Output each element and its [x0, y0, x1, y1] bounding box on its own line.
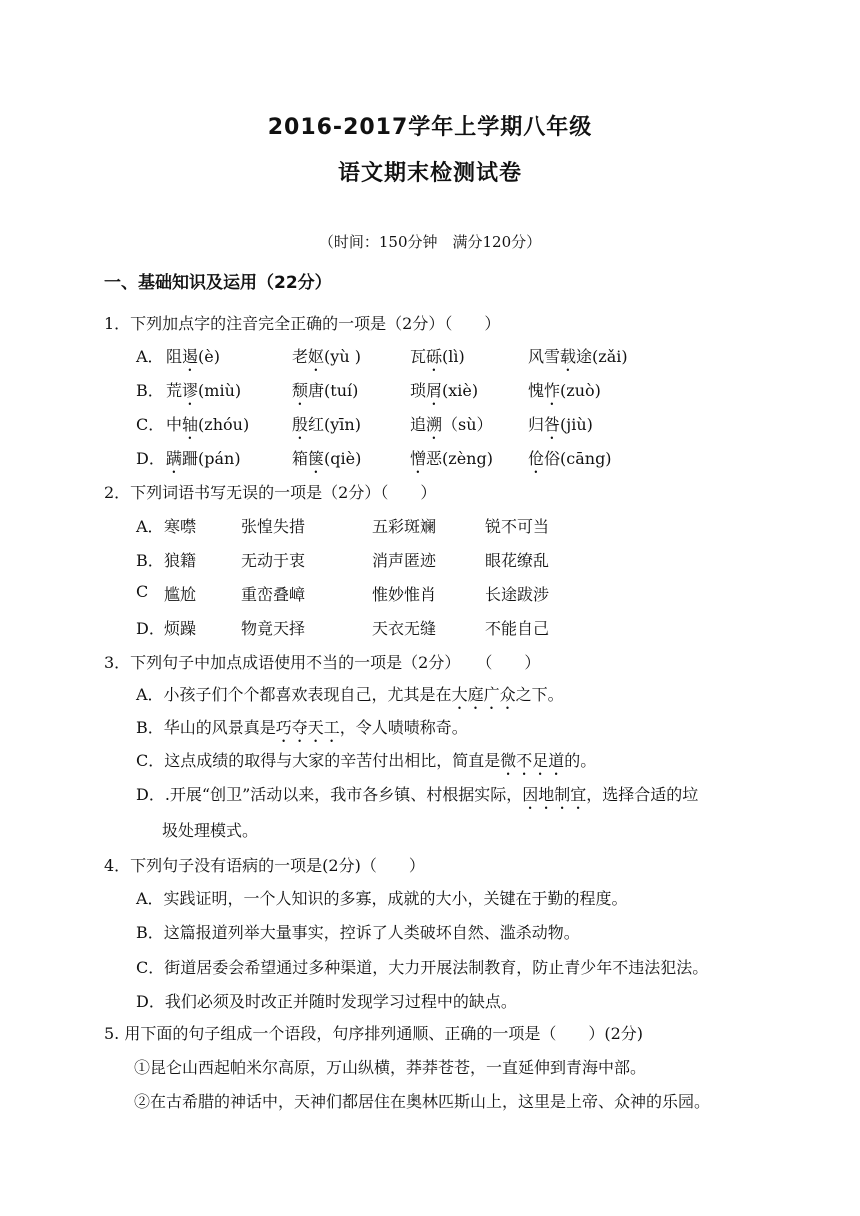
q2-option-word: 物竟天择 [241, 619, 306, 638]
q2-option-word: 烦躁 [164, 619, 197, 638]
q2-option-word: 消声匿迹 [372, 551, 437, 570]
q2-option-word: 天衣无缝 [372, 619, 437, 638]
exam-title-line1: 2016-2017学年上学期八年级 [267, 115, 593, 140]
q1-option-label: B． [136, 381, 164, 400]
q1-option-item: 风雪载途(zǎi) [528, 347, 628, 366]
dotted-char: 载 [560, 347, 577, 366]
dotted-char: 谬 [182, 381, 199, 400]
q2-option-label: D． [136, 619, 165, 638]
q1-option-item: 老妪(yù ) [292, 347, 361, 366]
q3-option-d: D．.开展“创卫”活动以来，我市各乡镇、村根据实际，因地制宜，选择合适的垃 [136, 785, 699, 804]
q3-option-b: B．华山的风景真是巧夺天工，令人啧啧称奇。 [136, 718, 468, 737]
q3-option-d-continued: 圾处理模式。 [162, 821, 259, 840]
dotted-char: 伧 [528, 449, 545, 468]
q1-option-item: 颓唐(tuí) [292, 381, 359, 400]
dotted-char: 砾 [426, 347, 443, 366]
q2-option-word: 寒噤 [164, 517, 197, 536]
dotted-char: 箧 [308, 449, 325, 468]
dotted-char: 遏 [182, 347, 199, 366]
q1-option-label: C． [136, 415, 165, 434]
q1-option-item: 愧怍(zuò) [528, 381, 601, 400]
dotted-char: 颓 [292, 381, 309, 400]
q2-option-word: 长途跋涉 [485, 585, 550, 604]
q4-option-b: B．这篇报道列举大量事实，控诉了人类破坏自然、滥杀动物。 [136, 923, 580, 942]
q1-option-item: 归咎(jiù) [528, 415, 593, 434]
dotted-char: 憎 [410, 449, 427, 468]
q1-option-item: 憎恶(zèng) [410, 449, 493, 468]
q1-option-item: 荒谬(miù) [166, 381, 242, 400]
q2-option-label: A． [136, 517, 164, 536]
q1-option-item: 瓦砾(lì) [410, 347, 465, 366]
dotted-char: 屑 [426, 381, 443, 400]
q2-option-word: 惟妙惟肖 [372, 585, 437, 604]
q1-option-item: 追溯（sù） [410, 415, 493, 434]
q2-option-label: B． [136, 551, 164, 570]
section-heading: 一、基础知识及运用（22分） [104, 273, 332, 293]
q2-option-word: 狼籍 [164, 551, 197, 570]
q1-option-item: 蹒跚(pán) [166, 449, 241, 468]
q2-option-word: 尴尬 [164, 585, 197, 604]
dotted-char: 咎 [544, 415, 561, 434]
q2-option-word: 无动于衷 [241, 551, 306, 570]
q5-stem: 5. 用下面的句子组成一个语段，句序排列通顺、正确的一项是（ ）(2分) [104, 1024, 644, 1043]
q3-b-idiom: 巧夺天工 [275, 718, 340, 737]
q1-option-item: 中轴(zhóu) [166, 415, 250, 434]
q3-c-idiom: 微不足道 [500, 751, 565, 770]
q2-option-word: 锐不可当 [485, 517, 550, 536]
q2-option-label: C [136, 582, 149, 601]
dotted-char: 殷 [292, 415, 309, 434]
q4-option-a: A．实践证明，一个人知识的多寡，成就的大小，关键在于勤的程度。 [136, 889, 628, 908]
dotted-char: 溯 [426, 415, 443, 434]
q1-option-item: 琐屑(xiè) [410, 381, 479, 400]
q5-sentence-2: ②在古希腊的神话中，天神们都居住在奥林匹斯山上，这里是上帝、众神的乐园。 [134, 1092, 711, 1111]
q3-d-idiom: 因地制宜 [522, 785, 587, 804]
q2-option-word: 眼花缭乱 [485, 551, 550, 570]
exam-time-score: （时间：150分钟 满分120分） [318, 233, 542, 251]
dotted-char: 怍 [544, 381, 561, 400]
q2-option-word: 五彩斑斓 [372, 517, 437, 536]
q2-option-word: 张惶失措 [241, 517, 306, 536]
q1-option-item: 阻遏(è) [166, 347, 220, 366]
q4-stem: 4．下列句子没有语病的一项是(2分)（ ） [104, 856, 425, 875]
q1-option-item: 殷红(yīn) [292, 415, 361, 434]
dotted-char: 轴 [182, 415, 199, 434]
q4-option-d: D．我们必须及时改正并随时发现学习过程中的缺点。 [136, 992, 517, 1011]
q1-option-item: 箱箧(qiè) [292, 449, 362, 468]
q3-a-idiom: 大庭广众 [451, 685, 516, 704]
dotted-char: 妪 [308, 347, 325, 366]
q2-option-word: 不能自己 [485, 619, 550, 638]
q2-option-word: 重峦叠嶂 [241, 585, 306, 604]
q5-sentence-1: ①昆仑山西起帕米尔高原，万山纵横，莽莽苍苍，一直延伸到青海中部。 [134, 1058, 647, 1077]
q4-option-c: C．街道居委会希望通过多种渠道，大力开展法制教育，防止青少年不违法犯法。 [136, 958, 709, 977]
q3-option-a: A．小孩子们个个都喜欢表现自己，尤其是在大庭广众之下。 [136, 685, 564, 704]
q3-stem: 3．下列句子中加点成语使用不当的一项是（2分） （ ） [104, 653, 541, 672]
q1-option-item: 伧俗(cāng) [528, 449, 612, 468]
q1-option-label: A． [136, 347, 164, 366]
q2-stem: 2．下列词语书写无误的一项是（2分）（ ） [104, 483, 437, 502]
q1-stem: 1．下列加点字的注音完全正确的一项是（2分）（ ） [104, 314, 501, 333]
q1-option-label: D． [136, 449, 165, 468]
q3-option-c: C．这点成绩的取得与大家的辛苦付出相比，简直是微不足道的。 [136, 751, 597, 770]
exam-title-line2: 语文期末检测试卷 [337, 161, 522, 186]
dotted-char: 蹒 [166, 449, 183, 468]
